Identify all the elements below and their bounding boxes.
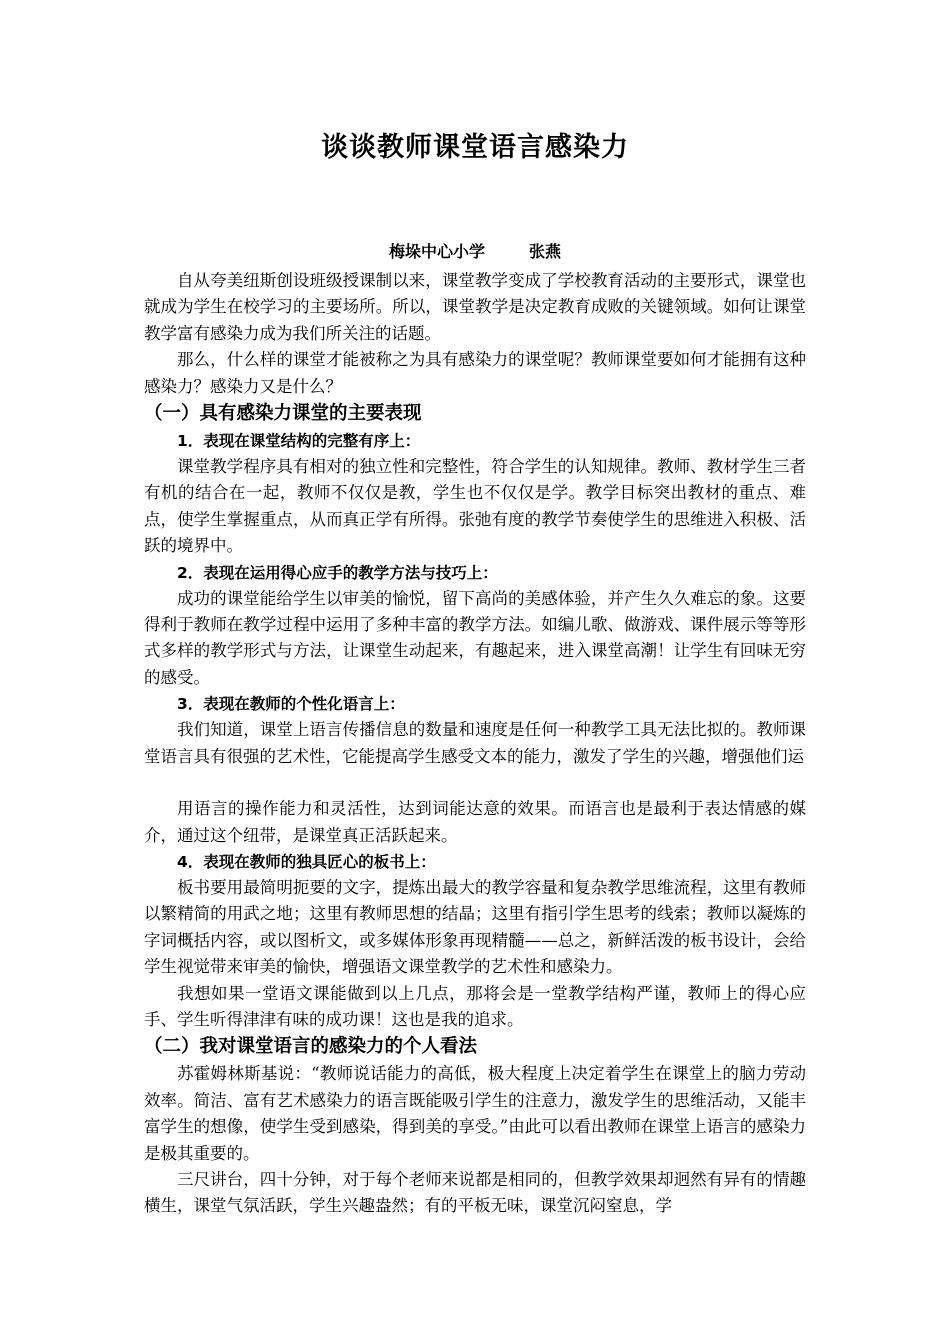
paragraph-s2-2: 三尺讲台，四十分钟，对于每个老师来说都是相同的，但教学效果却迥然有异有的情趣横生，课堂气氛活跃，学生兴趣盎然；有的平板无味，课堂沉闷窒息，学 xyxy=(144,1169,806,1216)
blank-line xyxy=(144,770,806,796)
subheading-2: 2．表现在运用得心应手的教学方法与技巧上： xyxy=(177,563,498,582)
section-2-heading: （二）我对课堂语言的感染力的个人看法 xyxy=(144,1036,478,1058)
subheading-4: 4．表现在教师的独具匠心的板书上： xyxy=(177,852,436,871)
paragraph-s1-3a: 我们知道，课堂上语言传播信息的数量和速度是任何一种教学工具无法比拟的。教师课堂语言具有很强的艺术性，它能提高学生感受文本的能力，激发了学生的兴趣，增强他们运 xyxy=(144,720,806,766)
paragraph-intro-1: 自从夸美纽斯创设班级授课制以来，课堂教学变成了学校教育活动的主要形式，课堂也就成为学生在校学习的主要场所。所以，课堂教学是决定教育成败的关键领域。如何让课堂教学富有感染力成为我们所关注的话题。 xyxy=(144,271,806,343)
school-name: 梅垛中心小学 xyxy=(388,242,485,261)
paragraph-s2-1: 苏霍姆林斯基说：“教师说话能力的高低，极大程度上决定着学生在课堂上的脑力劳动效率。简洁、富有艺术感染力的语言既能吸引学生的注意力，激发学生的思维活动，又能丰富学生的想像，使学生受到感染，得到美的享受。”由此可以看出教师在课堂上语言的感染力是极其重要的。 xyxy=(144,1064,806,1163)
subheading-1: 1．表现在课堂结构的完整有序上： xyxy=(177,432,421,451)
author-name: 张燕 xyxy=(529,242,562,261)
subheading-3: 3．表现在教师的个性化语言上： xyxy=(177,695,405,714)
document-body xyxy=(144,268,806,1220)
section-1-heading: （一）具有感染力课堂的主要表现 xyxy=(144,403,422,425)
byline xyxy=(0,240,950,264)
paragraph-s1-2: 成功的课堂能给学生以审美的愉悦，留下高尚的美感体验，并产生久久难忘的象。这要得利于教师在教学过程中运用了多种丰富的教学方法。如编儿歌、做游戏、课件展示等等形式多样的教学形式与方法，让课堂生动起来，有趣起来，进入课堂高潮！让学生有回味无穷的感受。 xyxy=(144,588,806,687)
paragraph-s1-1: 课堂教学程序具有相对的独立性和完整性，符合学生的认知规律。教师、教材学生三者有机的结合在一起，教师不仅仅是教，学生也不仅仅是学。教学目标突出教材的重点、难点，使学生掌握重点，从而真正学有所得。张弛有度的教学节奏使学生的思维进入积极、活跃的境界中。 xyxy=(144,457,806,556)
page-title: 谈谈教师课堂语言感染力 xyxy=(321,132,629,163)
paragraph-intro-2: 那么，什么样的课堂才能被称之为具有感染力的课堂呢？教师课堂要如何才能拥有这种感染力？感染力又是什么？ xyxy=(144,350,806,396)
paragraph-s1-3b: 用语言的操作能力和灵活性，达到词能达意的效果。而语言也是最利于表达情感的媒介，通过这个纽带，是课堂真正活跃起来。 xyxy=(144,799,806,845)
paragraph-s1-4: 板书要用最简明扼要的文字，提炼出最大的教学容量和复杂教学思维流程，这里有教师以繁精简的用武之地；这里有教师思想的结晶；这里有指引学生思考的线索；教师以凝炼的字词概括内容，或以图析文，或多媒体形象再现精髓——总之，新鲜活泼的板书设计，会给学生视觉带来审美的愉快，增强语文课堂教学的艺术性和感染力。 xyxy=(144,877,806,977)
paragraph-s1-5: 我想如果一堂语文课能做到以上几点，那将会是一堂教学结构严谨，教师上的得心应手、学生听得津津有味的成功课！这也是我的追求。 xyxy=(144,983,806,1029)
